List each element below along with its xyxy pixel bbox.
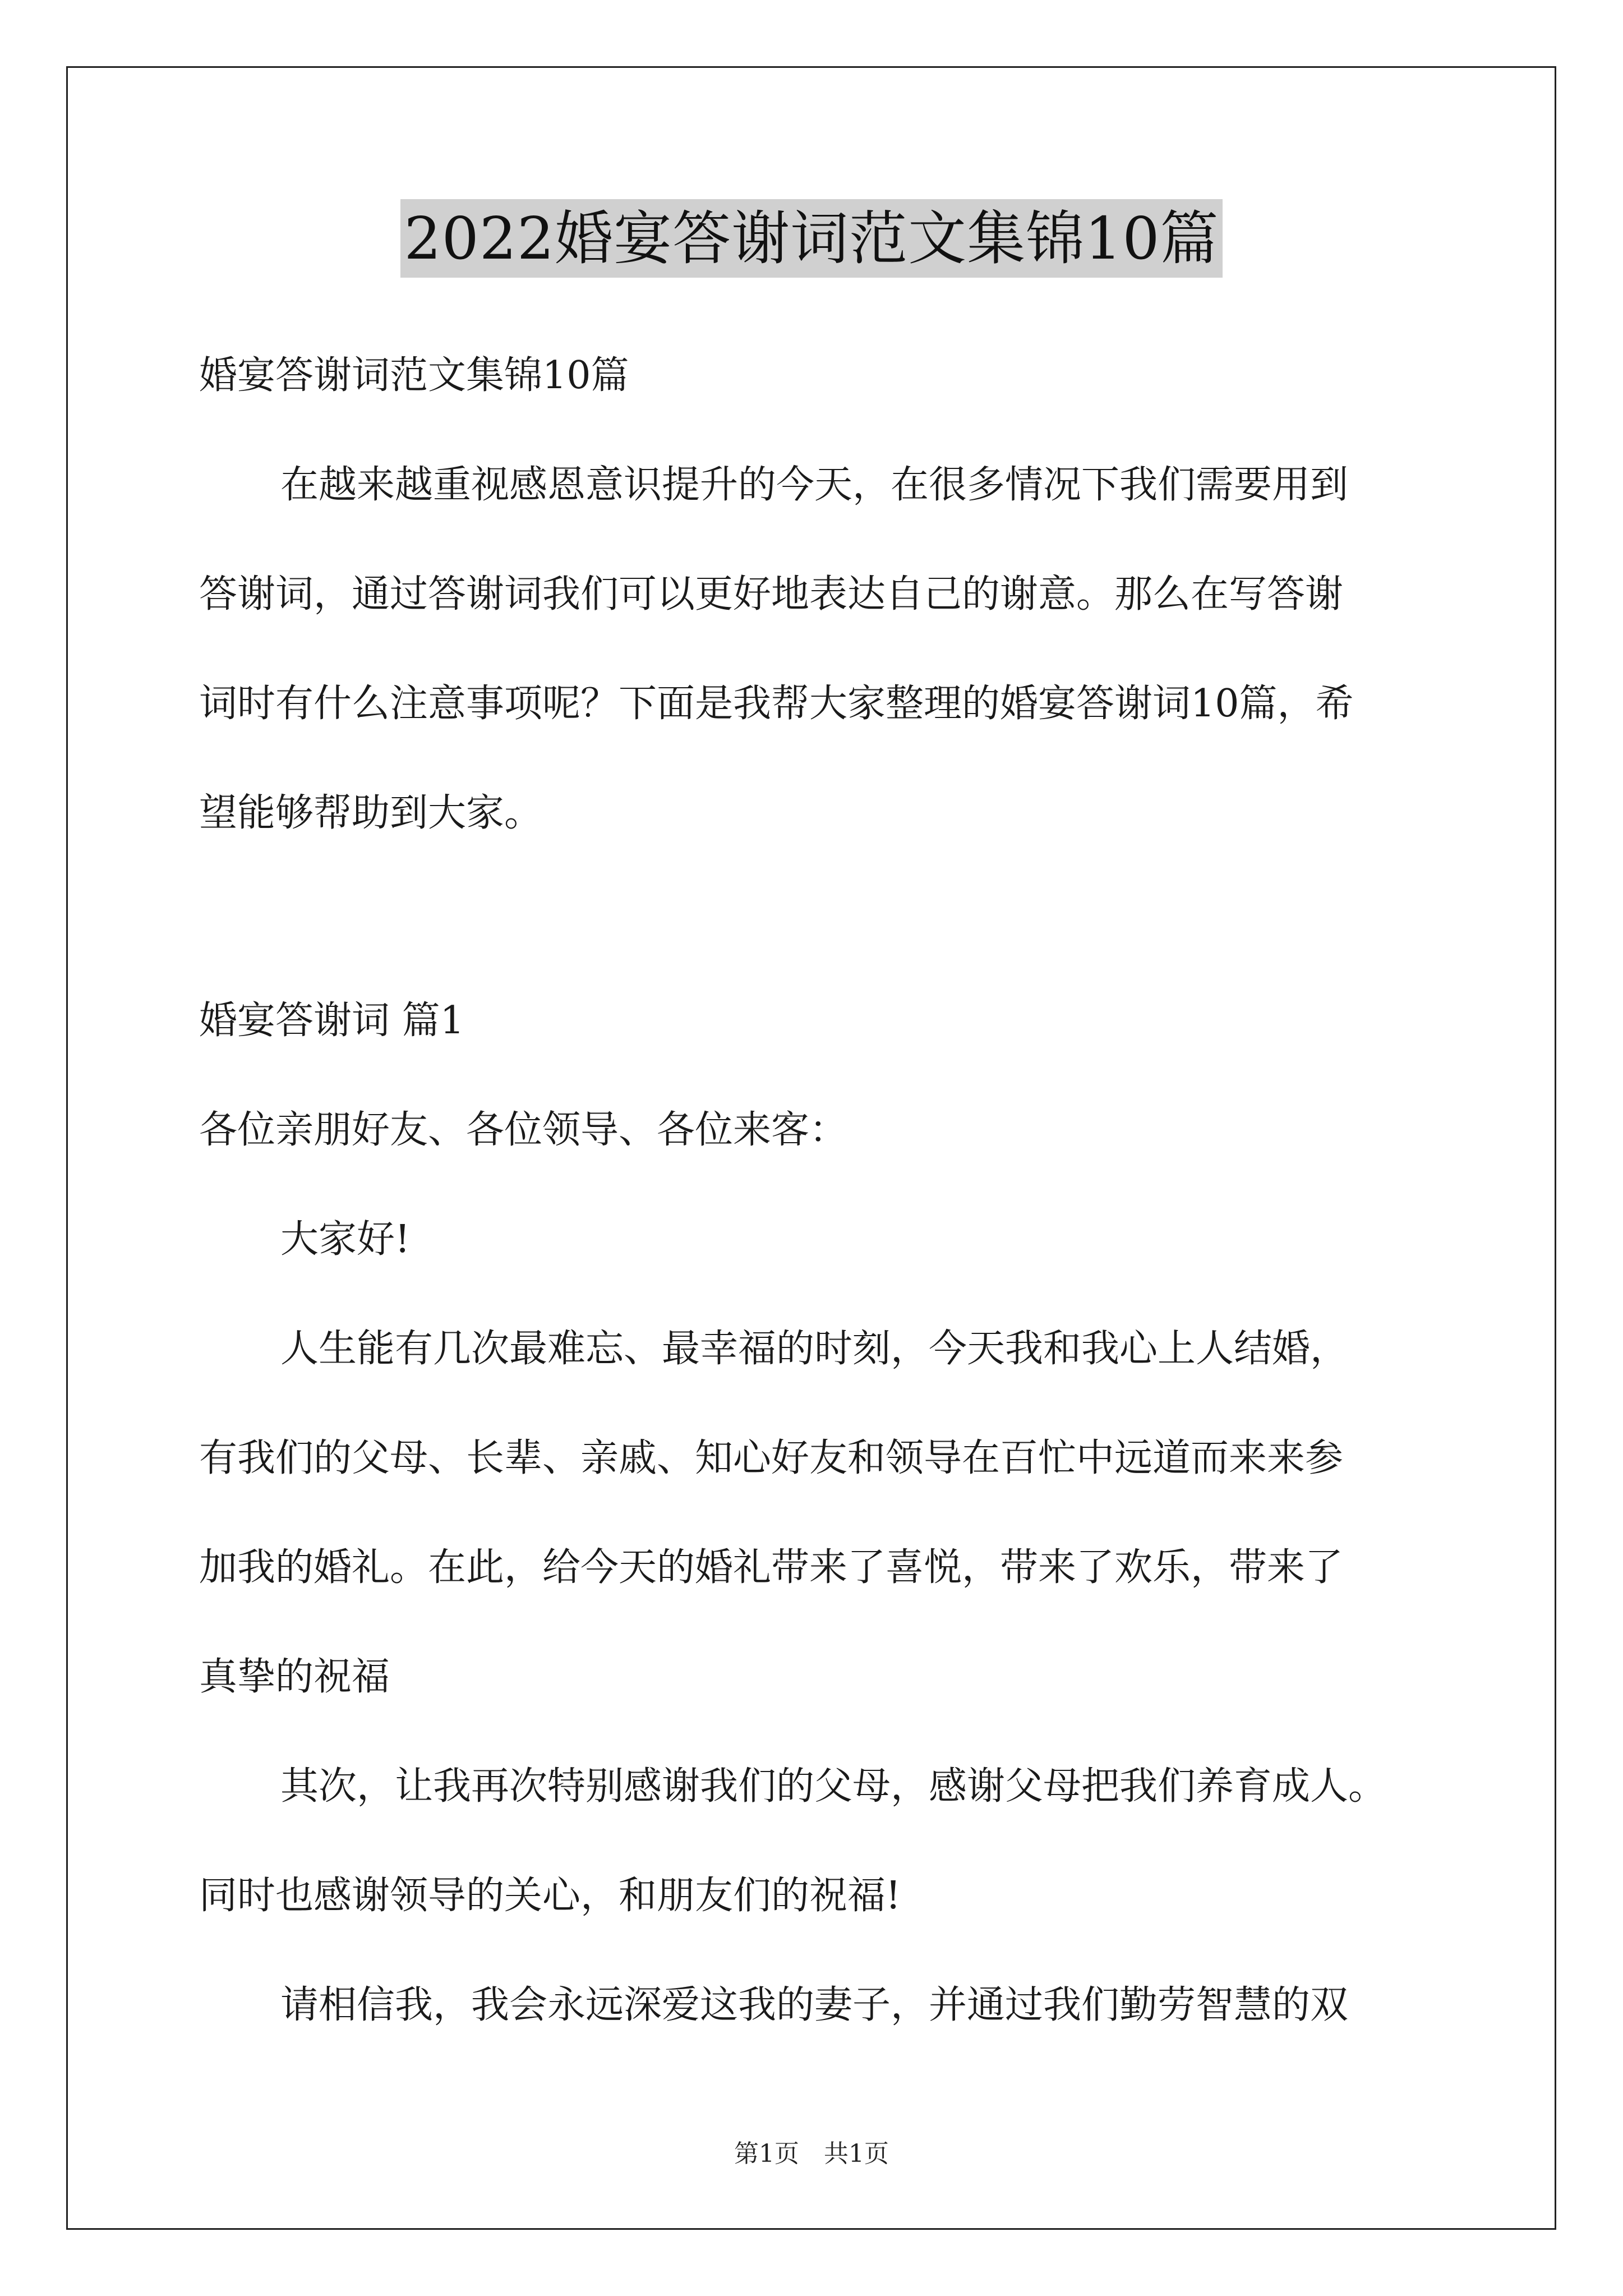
page-footer: 第1页 共1页 [734,2139,889,2168]
body-line-8: 同时也感谢领导的关心，和朋友们的祝福! [199,1874,901,1918]
document-title: 2022婚宴答谢词范文集锦10篇 [400,199,1222,278]
body-line-2: 大家好! [280,1217,411,1262]
body-line-4: 有我们的父母、长辈、亲戚、知心好友和领导在百忙中远道而来来参 [199,1436,1344,1480]
section-heading: 婚宴答谢词 篇1 [199,999,464,1043]
body-line-5: 加我的婚礼。在此，给今天的婚礼带来了喜悦，带来了欢乐，带来了 [199,1545,1344,1590]
intro-line-4: 望能够帮助到大家。 [199,791,543,835]
body-line-6: 真挚的祝福 [199,1655,390,1699]
body-line-3: 人生能有几次最难忘、最幸福的时刻，今天我和我心上人结婚， [280,1327,1349,1371]
body-line-9: 请相信我，我会永远深爱这我的妻子，并通过我们勤劳智慧的双 [280,1983,1349,2027]
body-line-1: 各位亲朋好友、各位领导、各位来客： [199,1108,848,1152]
intro-line-2: 答谢词，通过答谢词我们可以更好地表达自己的谢意。那么在写答谢 [199,572,1344,616]
body-line-7: 其次，让我再次特别感谢我们的父母，感谢父母把我们养育成人。 [280,1764,1387,1809]
title-container [0,199,1623,278]
intro-line-1: 在越来越重视感恩意识提升的今天，在很多情况下我们需要用到 [280,463,1349,507]
document-subtitle: 婚宴答谢词范文集锦10篇 [199,353,629,398]
intro-line-3: 词时有什么注意事项呢？下面是我帮大家整理的婚宴答谢词10篇，希 [199,682,1354,726]
